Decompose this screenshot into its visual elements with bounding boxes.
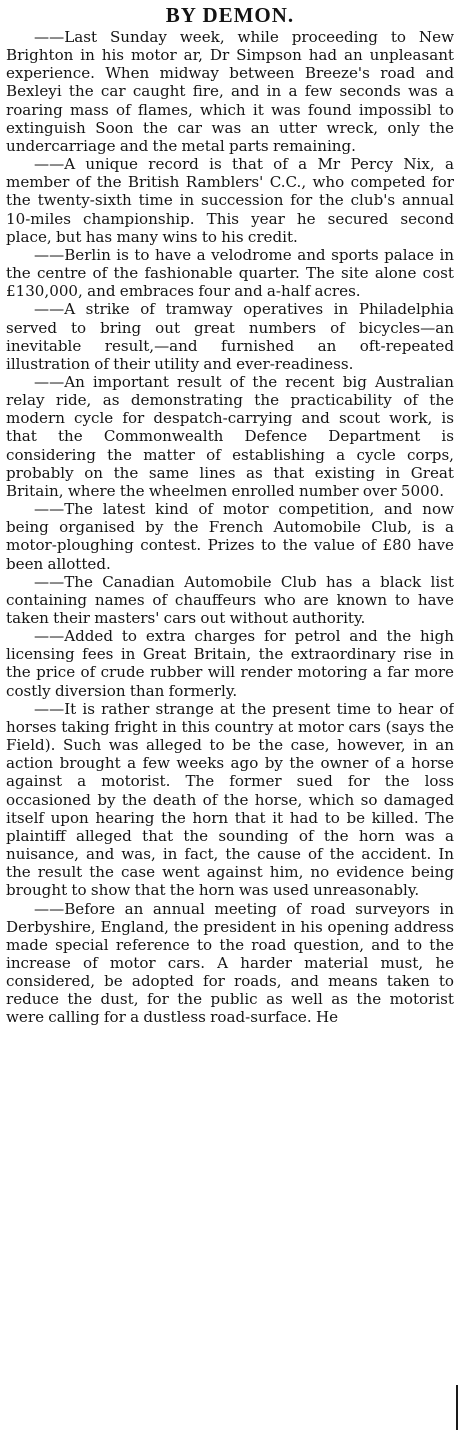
newspaper-column: [6, 0, 454, 1435]
paragraph-rubber-prices: ——Added to extra charges for petrol and the high licensing fees in Great Britain, the extraordinary rise in the price of crude rubber will render motoring a far more costly diversion than formerly.: [6, 627, 454, 700]
paragraph-philadelphia-strike: ——A strike of tramway operatives in Philadelphia served to bring out great numbers of bicycles—an inevitable result,—and furnished an oft-repeated illustration of their utility and ever-readiness.: [6, 300, 454, 373]
paragraph-car-fire: ——Last Sunday week, while proceeding to New Brighton in his motor ar, Dr Simpson had an unpleasant experience. When midway between Breeze's road and Bexleyi the car caught fire, and in a few seconds was a roaring mass of flames, which it was found impossibl to extinguish Soon the car was an utter wreck, only the undercarriage and the metal parts remaining.: [6, 28, 454, 155]
paragraph-motor-ploughing: ——The latest kind of motor competition, and now being organised by the French Automobile Club, is a motor-ploughing contest. Prizes to the value of £80 have been allotted.: [6, 500, 454, 573]
paragraph-percy-nix-record: ——A unique record is that of a Mr Percy Nix, a member of the British Ramblers' C.C., who competed for the twenty-sixth time in succession for the club's annual 10-miles championship. This year he secured second place, but has many wins to his credit.: [6, 155, 454, 246]
paragraph-horse-fright-case: ——It is rather strange at the present time to hear of horses taking fright in this country at motor cars (says the Field). Such was alleged to be the case, however, in an action brought a few weeks ago by the owner of a horse against a motorist. The former sued for the loss occasioned by the death of the horse, which so damaged itself upon hearing the horn that it had to be killed. The plaintiff alleged that the sounding of the horn was a nuisance, and was, in fact, the cause of the accident. In the result the case went against him, no evidence being brought to show that the horn was used unreasonably.: [6, 699, 454, 900]
paragraph-road-surveyors: ——Before an annual meeting of road surveyors in Derbyshire, England, the president in his opening address made special reference to the road question, and to the increase of motor cars. A harder material must, he considered, be adopted for roads, and means taken to reduce the dust, for the public as well as the motorist were calling for a dustless road-surface. He: [6, 899, 454, 1027]
column-heading: BY DEMON.: [165, 3, 295, 27]
paragraph-australian-relay: ——An important result of the recent big Australian relay ride, as demonstrating the practicability of the modern cycle for despatch-carrying and scout work, is that the Commonwealth Defence Department is considering the matter of establishing a cycle corps, probably on the same lines as that existing in Great Britain, where the wheelmen enrolled number over 5000.: [6, 372, 454, 500]
column-rule: [456, 1385, 458, 1430]
paragraph-canadian-blacklist: ——The Canadian Automobile Club has a black list containing names of chauffeurs who are known to have taken their masters' cars out without authority.: [6, 572, 454, 627]
paragraph-berlin-velodrome: ——Berlin is to have a velodrome and sports palace in the centre of the fashionable quarter. The site alone cost £130,000, and embraces four and a-half acres.: [6, 245, 454, 301]
